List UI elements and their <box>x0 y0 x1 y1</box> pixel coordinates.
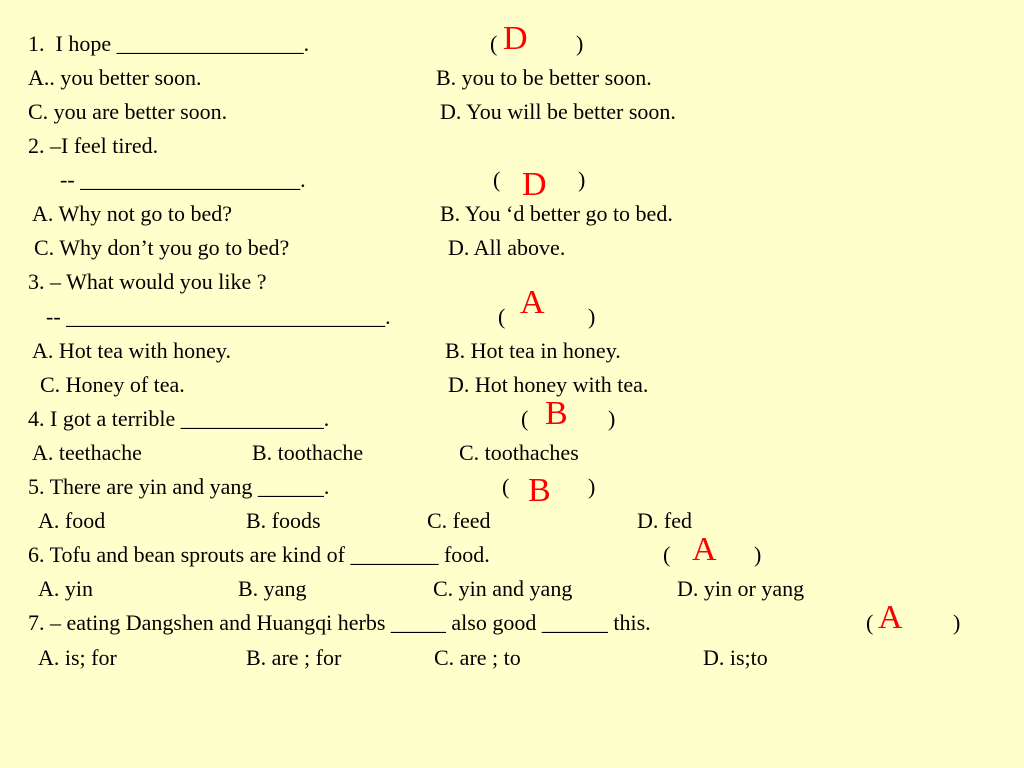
q4-option-c: C. toothaches <box>459 440 579 465</box>
q2-option-b: B. You ‘d better go to bed. <box>440 201 673 226</box>
q5-stem: 5. There are yin and yang ______. <box>28 474 330 499</box>
q2-paren-open: ( <box>493 167 501 192</box>
q2-stem: 2. –I feel tired. <box>28 133 159 158</box>
q6-stem: 6. Tofu and bean sprouts are kind of ________ food. <box>28 542 490 567</box>
q4-stem: 4. I got a terrible _____________. <box>28 406 330 431</box>
q6-option-c: C. yin and yang <box>433 576 573 601</box>
q7-stem: 7. – eating Dangshen and Huangqi herbs _____ also good ______ this. <box>28 610 651 635</box>
q7-option-b: B. are ; for <box>246 645 342 670</box>
q1-stem: 1. I hope _________________. <box>28 31 310 56</box>
q3-option-d: D. Hot honey with tea. <box>448 372 649 397</box>
q3-option-a: A. Hot tea with honey. <box>32 338 231 363</box>
q6-option-b: B. yang <box>238 576 307 601</box>
q6-answer: A <box>692 531 717 568</box>
q7-option-a: A. is; for <box>38 645 117 670</box>
q6-paren-open: ( <box>663 542 671 567</box>
q3-answer: A <box>520 284 545 321</box>
q2-option-d: D. All above. <box>448 235 566 260</box>
q1-option-d: D. You will be better soon. <box>440 99 676 124</box>
q2-option-a: A. Why not go to bed? <box>32 201 233 226</box>
q1-option-c: C. you are better soon. <box>28 99 228 124</box>
q1-paren-open: ( <box>490 31 498 56</box>
q7-option-d: D. is;to <box>703 645 768 670</box>
q1-option-b: B. you to be better soon. <box>436 65 652 90</box>
q5-paren-close: ) <box>588 474 596 499</box>
q7-paren-close: ) <box>953 610 961 635</box>
q1-option-a: A.. you better soon. <box>28 65 202 90</box>
q4-paren-close: ) <box>608 406 616 431</box>
q4-paren-open: ( <box>521 406 529 431</box>
q3-response: -- _____________________________. <box>46 304 391 329</box>
q5-option-b: B. foods <box>246 508 321 533</box>
q3-paren-open: ( <box>498 304 506 329</box>
q2-response: -- ____________________. <box>60 167 306 192</box>
q7-answer: A <box>878 599 903 636</box>
q3-option-b: B. Hot tea in honey. <box>445 338 621 363</box>
q2-paren-close: ) <box>578 167 586 192</box>
q6-paren-close: ) <box>754 542 762 567</box>
q1-answer: D <box>503 20 528 57</box>
q2-answer: D <box>522 166 547 203</box>
q7-paren-open: ( <box>866 610 874 635</box>
q6-option-a: A. yin <box>38 576 93 601</box>
q6-option-d: D. yin or yang <box>677 576 805 601</box>
q4-option-a: A. teethache <box>32 440 142 465</box>
q5-option-c: C. feed <box>427 508 491 533</box>
q3-option-c: C. Honey of tea. <box>40 372 185 397</box>
q4-answer: B <box>545 395 568 432</box>
q5-paren-open: ( <box>502 474 510 499</box>
q5-answer: B <box>528 472 551 509</box>
q2-option-c: C. Why don’t you go to bed? <box>34 235 290 260</box>
q5-option-a: A. food <box>38 508 106 533</box>
q4-option-b: B. toothache <box>252 440 364 465</box>
q3-paren-close: ) <box>588 304 596 329</box>
q3-stem: 3. – What would you like ? <box>28 269 267 294</box>
q7-option-c: C. are ; to <box>434 645 521 670</box>
q1-paren-close: ) <box>576 31 584 56</box>
q5-option-d: D. fed <box>637 508 692 533</box>
